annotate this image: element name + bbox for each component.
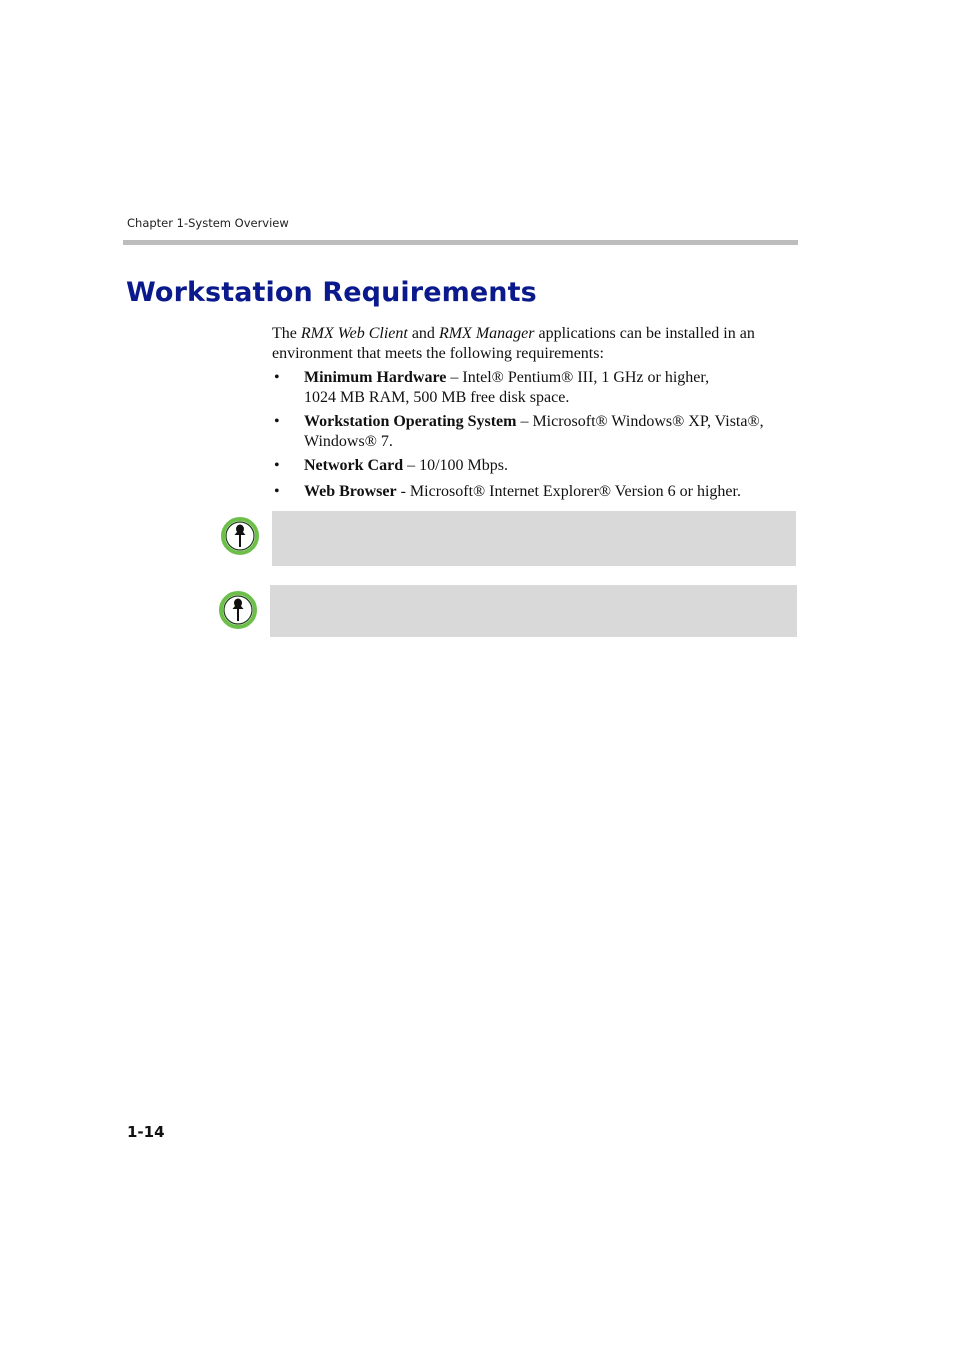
requirement-text: – 10/100 Mbps. — [403, 457, 508, 474]
bullet-icon: • — [274, 413, 280, 430]
list-item — [272, 456, 797, 476]
requirement-text: - Microsoft® Internet Explorer® Version 6 or higher. — [396, 483, 741, 500]
bullet-icon: • — [274, 483, 280, 500]
requirement-label: Minimum Hardware — [304, 369, 447, 386]
pushpin-note-icon — [217, 589, 259, 631]
app-name-web-client: RMX Web Client — [300, 325, 408, 342]
requirement-text: – Microsoft® Windows® XP, Vista®, Windows® 7. — [304, 413, 764, 450]
bullet-icon: • — [274, 369, 280, 386]
intro-text-3: applications can be installed in an environment that meets the following requirements: — [272, 325, 755, 362]
section-body — [272, 324, 797, 506]
list-item — [272, 412, 797, 452]
intro-text-2: and — [407, 325, 439, 342]
requirement-text-continued: 1024 MB RAM, 500 MB free disk space. — [304, 389, 570, 406]
list-item — [272, 482, 797, 502]
bullet-icon: • — [274, 457, 280, 474]
running-header: Chapter 1-System Overview — [127, 216, 289, 230]
note-box — [272, 511, 796, 566]
pushpin-note-icon — [219, 515, 261, 557]
list-item — [272, 368, 797, 408]
intro-paragraph — [272, 324, 797, 364]
requirement-text: – Intel® Pentium® III, 1 GHz or higher, — [446, 369, 710, 386]
requirements-list — [272, 368, 797, 502]
note-box — [270, 585, 797, 637]
requirement-label: Web Browser — [304, 483, 397, 500]
header-rule — [123, 240, 798, 245]
app-name-manager: RMX Manager — [438, 325, 535, 342]
page-number: 1-14 — [127, 1123, 165, 1141]
page-title: Workstation Requirements — [126, 277, 537, 308]
intro-text-1: The — [272, 325, 301, 342]
requirement-label: Workstation Operating System — [304, 413, 517, 430]
requirement-label: Network Card — [304, 457, 404, 474]
